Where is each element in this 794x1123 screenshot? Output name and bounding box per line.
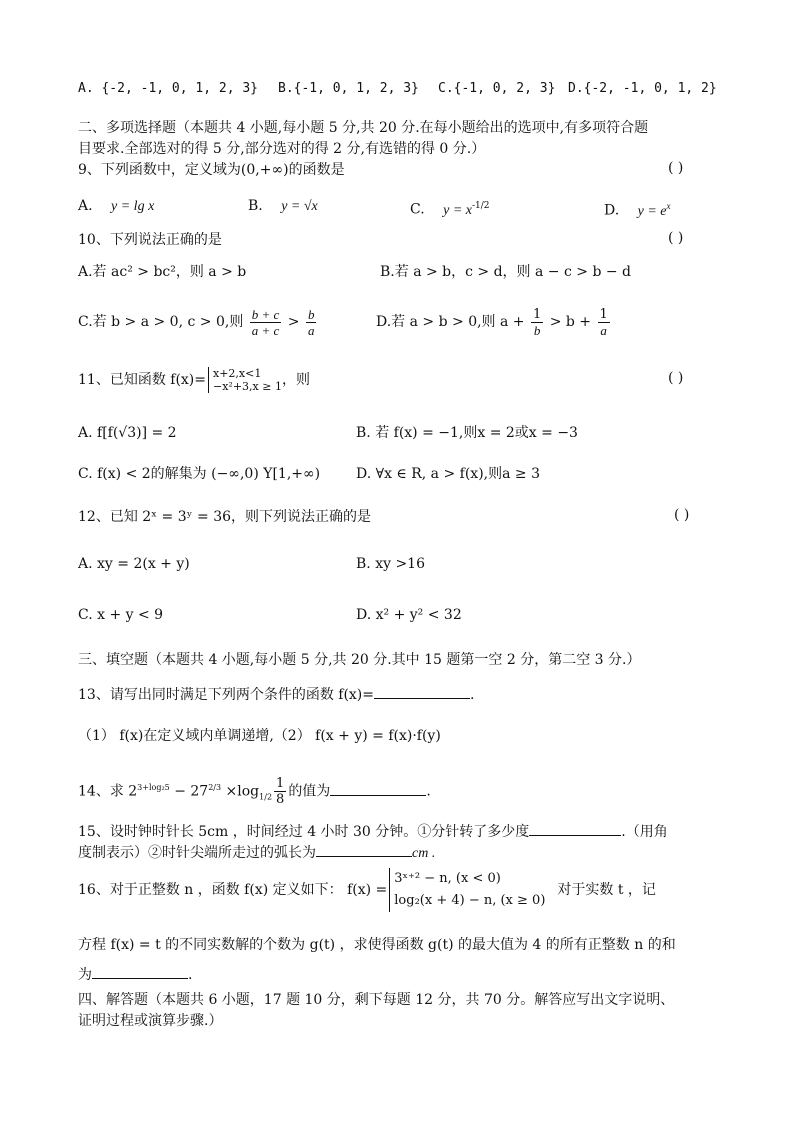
q9-option-c-exponent: -1/2 (472, 201, 490, 211)
section4-header-line2: 证明过程或演算步骤.） (78, 1013, 223, 1029)
q9-option-c (410, 195, 490, 222)
q12-option-d: D. x² + y² < 32 (356, 607, 462, 623)
q9-option-b-label: B. (248, 198, 263, 214)
q12-option-b: B. xy >16 (356, 556, 425, 572)
q12-answer-paren: ( ) (674, 507, 690, 523)
q9-option-b (248, 195, 318, 218)
q14-suffix: 的值为 (288, 783, 331, 800)
q11-stem-suffix: ，则 (281, 372, 310, 388)
q10-option-d-fraction-1 (531, 307, 543, 338)
q8-option-b: B.{-1, 0, 1, 2, 3} (278, 81, 419, 96)
q10-option-a: A.若 ac² > bc²，则 a > b (78, 264, 247, 280)
q8-option-c: C.{-1, 0, 2, 3} (438, 81, 556, 96)
q10-option-c-fraction-1 (250, 307, 282, 338)
q9-option-d-label: D. (604, 202, 620, 219)
q14-exponent-2: 2/3 (208, 783, 222, 792)
q9-option-a-label: A. (78, 198, 93, 214)
q15-line-1 (78, 821, 668, 843)
q9-option-d (604, 195, 671, 223)
q13-conditions: （1） f(x)在定义域内单调递增,（2） f(x + y) = f(x)·f(y) (78, 728, 441, 744)
frac-denominator: a + c (251, 322, 280, 338)
frac-denominator: a (600, 322, 607, 338)
q16-prefix: 16、对于正整数 n ，函数 f(x) 定义如下： f(x) = (78, 882, 388, 898)
section2-header-line1: 二、多项选择题（本题共 4 小题,每小题 5 分,共 20 分.在每小题给出的选项中,有多项符合题 (78, 120, 649, 136)
q11-option-a: A. f[f(√3)] = 2 (78, 425, 177, 441)
q11-stem (78, 362, 310, 398)
q14-answer-blank[interactable] (330, 781, 426, 796)
q13-stem-text: 13、请写出同时满足下列两个条件的函数 f(x)= (78, 687, 374, 703)
q10-stem: 10、下列说法正确的是 (78, 232, 222, 248)
q10-option-d-fraction-2 (598, 307, 610, 338)
q13-stem (78, 684, 474, 706)
q16-answer-blank[interactable] (92, 964, 188, 979)
frac-denominator: b (533, 322, 541, 338)
q13-answer-blank[interactable] (374, 684, 470, 699)
q14-exponent-1: 3+log₂5 (137, 783, 170, 792)
frac-numerator: 1 (276, 776, 285, 792)
section4-header-line1: 四、解答题（本题共 6 小题，17 题 10 分，剩下每题 12 分，共 70 分。解答应写出文字说明、 (78, 992, 675, 1008)
q10-option-c (78, 300, 318, 344)
q15-answer-blank-2[interactable] (316, 842, 412, 857)
q11-case-2: −x²+3,x ≥ 1 (213, 380, 282, 393)
q9-option-c-label: C. (410, 201, 425, 218)
q11-case-1: x+2,x<1 (213, 367, 262, 380)
q10-option-c-fraction-2 (306, 307, 317, 338)
q10-option-c-relation: > (287, 314, 300, 330)
q11-option-d: D. ∀x ∈ R, a > f(x),则a ≥ 3 (356, 466, 540, 482)
q9-stem: 9、下列函数中，定义域为(0,+∞)的函数是 (78, 162, 345, 178)
q14-middle: − 27 (169, 783, 209, 800)
q11-stem-prefix: 11、已知函数 f(x)= (78, 372, 206, 388)
q16-line-3 (78, 964, 192, 986)
q12-option-c: C. x + y < 9 (78, 607, 164, 623)
q14-log: ×log (221, 783, 260, 800)
q14-prefix: 14、求 2 (78, 783, 138, 800)
q16-line-1 (78, 866, 656, 914)
q16-suffix: 对于实数 t ，记 (557, 882, 656, 898)
q9-option-a-expr: y = lg x (111, 199, 155, 214)
q10-option-c-prefix: C.若 b > a > 0, c > 0,则 (78, 314, 244, 330)
q15-line-2 (78, 842, 435, 865)
q14-end: . (426, 783, 431, 800)
q16-line-2: 方程 f(x) = t 的不同实数解的个数为 g(t) ，求使得函数 g(t) 的最大值为 4 的所有正整数 n 的和 (78, 937, 676, 953)
q12-stem: 12、已知 2ˣ = 3ʸ = 36，则下列说法正确的是 (78, 509, 372, 525)
q9-option-d-exponent: x (666, 201, 671, 211)
q16-case-2: log₂(x + 4) − n, (x ≥ 0) (394, 893, 546, 908)
q9-answer-paren: ( ) (668, 160, 684, 176)
q11-option-b: B. 若 f(x) = −1,则x = 2或x = −3 (356, 425, 578, 441)
q15-answer-blank-1[interactable] (529, 821, 621, 836)
q10-option-d (376, 300, 612, 344)
q10-option-d-prefix: D.若 a > b > 0,则 a + (376, 314, 525, 330)
q11-option-c: C. f(x) < 2的解集为 (−∞,0) Y[1,+∞) (78, 466, 321, 482)
q9-option-c-expr: y = x (443, 202, 472, 218)
q14-fraction (274, 776, 286, 807)
q16-case-1: 3ˣ⁺² − n, (x < 0) (394, 871, 501, 886)
q16-line3-text: 为 (78, 967, 92, 983)
q16-piecewise (389, 868, 545, 912)
q15-line2-end: cm . (412, 846, 436, 861)
frac-numerator: b + c (251, 306, 280, 322)
q8-option-a: A. {-2, -1, 0, 1, 2, 3} (78, 81, 259, 96)
frac-numerator: 1 (599, 306, 608, 322)
frac-numerator: b (307, 306, 315, 322)
frac-denominator: 8 (276, 792, 285, 808)
section3-header: 三、填空题（本题共 4 小题,每小题 5 分,共 20 分.其中 15 题第一空 2 分，第二空 3 分.） (78, 652, 641, 668)
q9-option-b-expr: y = √x (281, 199, 318, 214)
q9-option-d-expr: y = e (637, 203, 667, 219)
q14-stem (78, 768, 431, 817)
frac-numerator: 1 (532, 306, 542, 322)
q16-line3-end: . (188, 967, 193, 983)
q15-line2-text: 度制表示）②时针尖端所走过的弧长为 (78, 845, 316, 861)
q15-line1-end: .（用角 (621, 824, 668, 840)
q10-option-d-middle: > b + (549, 314, 592, 330)
q8-option-d: D.{-2, -1, 0, 1, 2} (568, 81, 717, 96)
q14-log-base: 1/2 (259, 792, 273, 802)
q13-stem-end: . (470, 687, 475, 703)
q10-answer-paren: ( ) (668, 230, 684, 246)
frac-denominator: a (307, 322, 315, 338)
q9-option-a (78, 195, 154, 218)
q11-answer-paren: ( ) (668, 370, 684, 386)
q11-piecewise (208, 367, 282, 393)
q10-option-b: B.若 a > b，c > d，则 a − c > b − d (380, 264, 632, 280)
q15-line1-text: 15、设时钟时针长 5cm ，时间经过 4 小时 30 分钟。①分针转了多少度 (78, 824, 530, 840)
q12-option-a: A. xy = 2(x + y) (78, 556, 190, 572)
section2-header-line2: 目要求.全部选对的得 5 分,部分选对的得 2 分,有选错的得 0 分.） (78, 141, 486, 157)
